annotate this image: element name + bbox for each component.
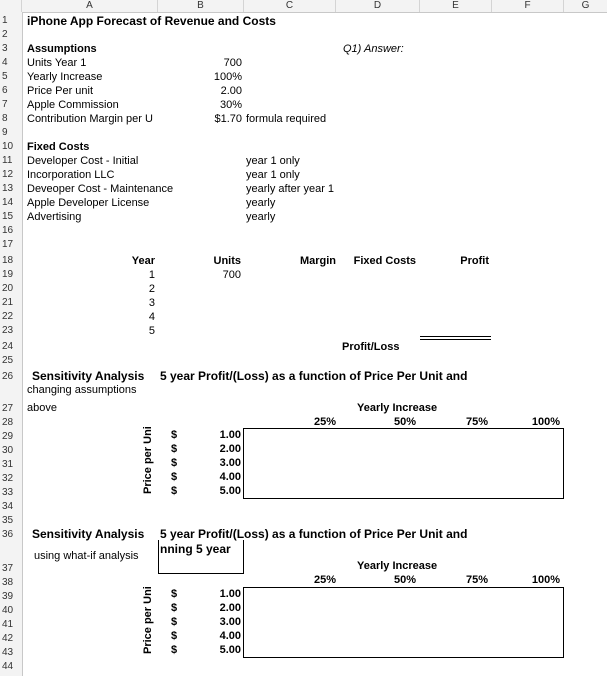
row-header[interactable]: 8 bbox=[2, 113, 8, 124]
row-header-bar bbox=[0, 12, 23, 676]
sens2-pct-header[interactable]: 100% bbox=[531, 574, 560, 586]
row-header[interactable]: 34 bbox=[2, 501, 14, 512]
sens1-subtitle-1[interactable]: changing assumptions bbox=[27, 384, 137, 396]
assumptions-heading[interactable]: Assumptions bbox=[27, 43, 97, 55]
row-header[interactable]: 2 bbox=[2, 29, 8, 40]
assumption-label[interactable]: Apple Commission bbox=[27, 99, 119, 111]
row-header[interactable]: 25 bbox=[2, 355, 14, 366]
assumption-label[interactable]: Price Per unit bbox=[27, 85, 94, 97]
fixed-cost-label[interactable]: Advertising bbox=[27, 211, 82, 223]
total-double-line-top bbox=[420, 336, 491, 337]
fixed-costs-header[interactable]: Fixed Costs bbox=[353, 255, 416, 267]
dollar-sign: $ bbox=[171, 429, 178, 441]
assumption-value[interactable]: $1.70 bbox=[214, 113, 242, 125]
sens2-price-cell[interactable]: 1.00 bbox=[219, 588, 241, 600]
sens2-pct-header[interactable]: 25% bbox=[313, 574, 336, 586]
sens1-result-range[interactable] bbox=[243, 428, 564, 499]
fixed-cost-note[interactable]: year 1 only bbox=[246, 169, 300, 181]
sens2-pct-header[interactable]: 50% bbox=[393, 574, 416, 586]
sens2-price-cell[interactable]: 4.00 bbox=[219, 630, 241, 642]
row-header[interactable]: 4 bbox=[2, 57, 8, 68]
dollar-sign: $ bbox=[171, 644, 178, 656]
row-header[interactable]: 5 bbox=[2, 71, 8, 82]
row-header[interactable]: 29 bbox=[2, 431, 14, 442]
assumption-label[interactable]: Contribution Margin per U bbox=[27, 113, 153, 125]
row-header[interactable]: 7 bbox=[2, 99, 8, 110]
fixed-cost-note[interactable]: yearly bbox=[246, 211, 276, 223]
row-header[interactable]: 41 bbox=[2, 619, 14, 630]
fixed-cost-label[interactable]: Developer Cost - Initial bbox=[27, 155, 139, 167]
sens1-pct-header[interactable]: 75% bbox=[465, 416, 488, 428]
row-header[interactable]: 3 bbox=[2, 43, 8, 54]
select-all-corner[interactable] bbox=[0, 0, 22, 12]
profit-loss-label[interactable]: Profit/Loss bbox=[342, 341, 400, 353]
row-header[interactable]: 31 bbox=[2, 459, 14, 470]
sens2-yearly-increase[interactable]: Yearly Increase bbox=[357, 560, 438, 572]
fixed-costs-heading[interactable]: Fixed Costs bbox=[27, 141, 90, 153]
column-header-d[interactable]: D bbox=[336, 0, 420, 12]
sens1-pct-header[interactable]: 25% bbox=[313, 416, 336, 428]
year-cell[interactable]: 3 bbox=[148, 297, 155, 309]
sens2-pct-header[interactable]: 75% bbox=[465, 574, 488, 586]
sens1-price-cell[interactable]: 4.00 bbox=[219, 471, 241, 483]
fixed-cost-note[interactable]: yearly bbox=[246, 197, 276, 209]
column-header-f[interactable]: F bbox=[492, 0, 564, 12]
fixed-cost-label[interactable]: Deveoper Cost - Maintenance bbox=[27, 183, 174, 195]
column-header-b[interactable]: B bbox=[158, 0, 244, 12]
column-header-a[interactable]: A bbox=[22, 0, 158, 12]
row-header[interactable]: 35 bbox=[2, 515, 14, 526]
sens1-price-cell[interactable]: 2.00 bbox=[219, 443, 241, 455]
assumption-value[interactable]: 100% bbox=[213, 71, 242, 83]
sens2-price-axis-label: Price per Uni bbox=[142, 586, 154, 654]
sens2-title-c[interactable]: nning 5 year bbox=[160, 542, 231, 556]
row-header[interactable]: 19 bbox=[2, 269, 14, 280]
dollar-sign: $ bbox=[171, 588, 178, 600]
year-cell[interactable]: 5 bbox=[148, 325, 155, 337]
units-cell[interactable]: 700 bbox=[222, 269, 241, 281]
dollar-sign: $ bbox=[171, 485, 178, 497]
column-header-bar bbox=[0, 0, 607, 13]
year-header[interactable]: Year bbox=[131, 255, 155, 267]
sens1-pct-header[interactable]: 50% bbox=[393, 416, 416, 428]
sens1-yearly-increase[interactable]: Yearly Increase bbox=[357, 402, 438, 414]
fixed-cost-note[interactable]: year 1 only bbox=[246, 155, 300, 167]
sens2-title-b[interactable]: 5 year Profit/(Loss) as a function of Price Per Unit and bbox=[160, 527, 468, 541]
column-header-e[interactable]: E bbox=[420, 0, 492, 12]
sens2-result-range[interactable] bbox=[243, 587, 564, 658]
row-header[interactable]: 27 bbox=[2, 403, 14, 414]
column-header-c[interactable]: C bbox=[244, 0, 336, 12]
row-header[interactable]: 16 bbox=[2, 225, 14, 236]
row-header[interactable]: 15 bbox=[2, 211, 14, 222]
assumption-label[interactable]: Units Year 1 bbox=[27, 57, 87, 69]
sheet-title[interactable]: iPhone App Forecast of Revenue and Costs bbox=[27, 14, 276, 28]
sens1-title-b[interactable]: 5 year Profit/(Loss) as a function of Price Per Unit and bbox=[160, 369, 468, 383]
row-header[interactable]: 17 bbox=[2, 239, 14, 250]
row-header[interactable]: 10 bbox=[2, 141, 14, 152]
units-header[interactable]: Units bbox=[213, 255, 241, 267]
sens1-title-a[interactable]: Sensitivity Analysis bbox=[32, 369, 145, 383]
row-header[interactable]: 24 bbox=[2, 341, 14, 352]
sens1-price-cell[interactable]: 3.00 bbox=[219, 457, 241, 469]
sens1-price-axis-label: Price per Uni bbox=[142, 426, 154, 494]
margin-header[interactable]: Margin bbox=[299, 255, 336, 267]
sens1-pct-header[interactable]: 100% bbox=[531, 416, 560, 428]
row-header[interactable]: 14 bbox=[2, 197, 14, 208]
row-header[interactable]: 1 bbox=[2, 15, 8, 26]
total-double-line-bottom bbox=[420, 339, 491, 340]
dollar-sign: $ bbox=[171, 602, 178, 614]
q1-answer-label[interactable]: Q1) Answer: bbox=[343, 43, 404, 55]
row-header[interactable]: 23 bbox=[2, 325, 14, 336]
assumption-value[interactable]: 700 bbox=[223, 57, 242, 69]
row-header[interactable]: 37 bbox=[2, 563, 14, 574]
row-header[interactable]: 22 bbox=[2, 311, 14, 322]
row-header[interactable]: 30 bbox=[2, 445, 14, 456]
row-header[interactable]: 38 bbox=[2, 577, 14, 588]
row-header[interactable]: 6 bbox=[2, 85, 8, 96]
fixed-cost-label[interactable]: Apple Developer License bbox=[27, 197, 150, 209]
dollar-sign: $ bbox=[171, 616, 178, 628]
row-header[interactable]: 44 bbox=[2, 661, 14, 672]
sens2-price-cell[interactable]: 2.00 bbox=[219, 602, 241, 614]
row-header[interactable]: 42 bbox=[2, 633, 14, 644]
sens2-price-cell[interactable]: 5.00 bbox=[219, 644, 241, 656]
row-header[interactable]: 32 bbox=[2, 473, 14, 484]
sens1-price-cell[interactable]: 1.00 bbox=[219, 429, 241, 441]
assumption-label[interactable]: Yearly Increase bbox=[27, 71, 103, 83]
dollar-sign: $ bbox=[171, 457, 178, 469]
row-header[interactable]: 28 bbox=[2, 417, 14, 428]
fixed-cost-note[interactable]: yearly after year 1 bbox=[246, 183, 335, 195]
row-header[interactable]: 11 bbox=[2, 155, 13, 166]
assumption-note[interactable]: formula required bbox=[246, 113, 327, 125]
sens2-subtitle[interactable]: using what-if analysis bbox=[34, 550, 139, 562]
row-header[interactable]: 39 bbox=[2, 591, 14, 602]
profit-header[interactable]: Profit bbox=[460, 255, 489, 267]
row-header[interactable]: 9 bbox=[2, 127, 8, 138]
dollar-sign: $ bbox=[171, 471, 178, 483]
row-header[interactable]: 36 bbox=[2, 529, 14, 540]
row-header[interactable]: 26 bbox=[2, 371, 14, 382]
row-header[interactable]: 33 bbox=[2, 487, 14, 498]
row-header[interactable]: 20 bbox=[2, 283, 14, 294]
year-cell[interactable]: 1 bbox=[148, 269, 155, 281]
assumption-value[interactable]: 30% bbox=[219, 99, 242, 111]
dollar-sign: $ bbox=[171, 630, 178, 642]
row-header[interactable]: 12 bbox=[2, 169, 14, 180]
assumption-value[interactable]: 2.00 bbox=[220, 85, 242, 97]
row-header[interactable]: 13 bbox=[2, 183, 14, 194]
year-cell[interactable]: 2 bbox=[148, 283, 155, 295]
column-header-g[interactable]: G bbox=[581, 0, 590, 11]
row-header[interactable]: 18 bbox=[2, 255, 14, 266]
sens1-price-cell[interactable]: 5.00 bbox=[219, 485, 241, 497]
sens2-price-cell[interactable]: 3.00 bbox=[219, 616, 241, 628]
row-header[interactable]: 40 bbox=[2, 605, 14, 616]
dollar-sign: $ bbox=[171, 443, 178, 455]
sens1-subtitle-2[interactable]: above bbox=[27, 402, 57, 414]
year-cell[interactable]: 4 bbox=[148, 311, 155, 323]
row-header[interactable]: 43 bbox=[2, 647, 14, 658]
fixed-cost-label[interactable]: Incorporation LLC bbox=[27, 169, 115, 181]
row-header[interactable]: 21 bbox=[2, 297, 14, 308]
sens2-title-a[interactable]: Sensitivity Analysis bbox=[32, 527, 145, 541]
